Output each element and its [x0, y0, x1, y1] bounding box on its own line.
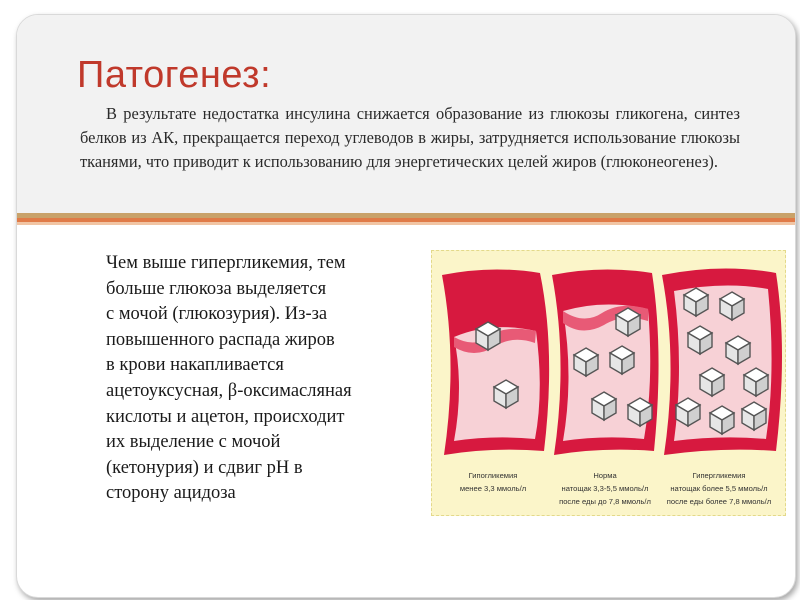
- glucose-cube: [610, 346, 634, 374]
- glucose-cube: [628, 398, 652, 426]
- caption-title: Гипергликемия: [692, 471, 746, 480]
- divider-stripe-bottom: [17, 222, 795, 225]
- glucose-cube: [676, 398, 700, 426]
- glucose-cube: [494, 380, 518, 408]
- caption-title: Норма: [593, 471, 617, 480]
- glucose-cube: [710, 406, 734, 434]
- glucose-cube: [592, 392, 616, 420]
- caption-line-1: менее 3,3 ммоль/л: [459, 484, 527, 493]
- glucose-cube: [684, 288, 708, 316]
- glucose-cube: [720, 292, 744, 320]
- caption-line-2: после еды более 7,8 ммоль/л: [666, 497, 772, 506]
- body-paragraph: Чем выше гипергликемия, тем больше глюкоза выделяется с мочой (глюкозурия). Из-за повышенного распада жиров в крови накапливается ацетоуксусная, β-оксимасляная кислоты и ацетон, происходит их выделение с мочой (кетонурия) и сдвиг рН в сторону ацидоза: [106, 253, 352, 504]
- slide-title: Патогенез:: [77, 54, 272, 96]
- glucose-cube: [744, 368, 768, 396]
- slide: [10, 8, 790, 592]
- caption-line-1: натощак 3,3-5,5 ммоль/л: [561, 484, 649, 493]
- caption-title: Гипогликемия: [468, 471, 518, 480]
- caption-line-1: натощак более 5,5 ммоль/л: [670, 484, 768, 493]
- glucose-cube: [574, 348, 598, 376]
- caption-hyperglycemia: [664, 469, 774, 508]
- glucose-cube: [742, 402, 766, 430]
- glucose-cube: [688, 326, 712, 354]
- vessel-hypoglycemia: [442, 269, 549, 455]
- glucose-cube: [726, 336, 750, 364]
- glucose-cube: [616, 308, 640, 336]
- caption-line-2: после еды до 7,8 ммоль/л: [559, 497, 651, 506]
- intro-paragraph: В результате недостатка инсулина снижается образование из глюкозы гликогена, синтез белков из АК, прекращается переход углеводов в жиры, затрудняется использование глюкозы тканями, что приводит к использованию для энергетических целей жиров (глюконеогенез).: [80, 104, 740, 171]
- blood-vessel-illustration: [431, 250, 786, 516]
- glucose-cube: [476, 322, 500, 350]
- vessel-normal: [552, 269, 659, 455]
- caption-hypoglycemia: [438, 469, 548, 495]
- caption-normal: [550, 469, 660, 508]
- glucose-cube: [700, 368, 724, 396]
